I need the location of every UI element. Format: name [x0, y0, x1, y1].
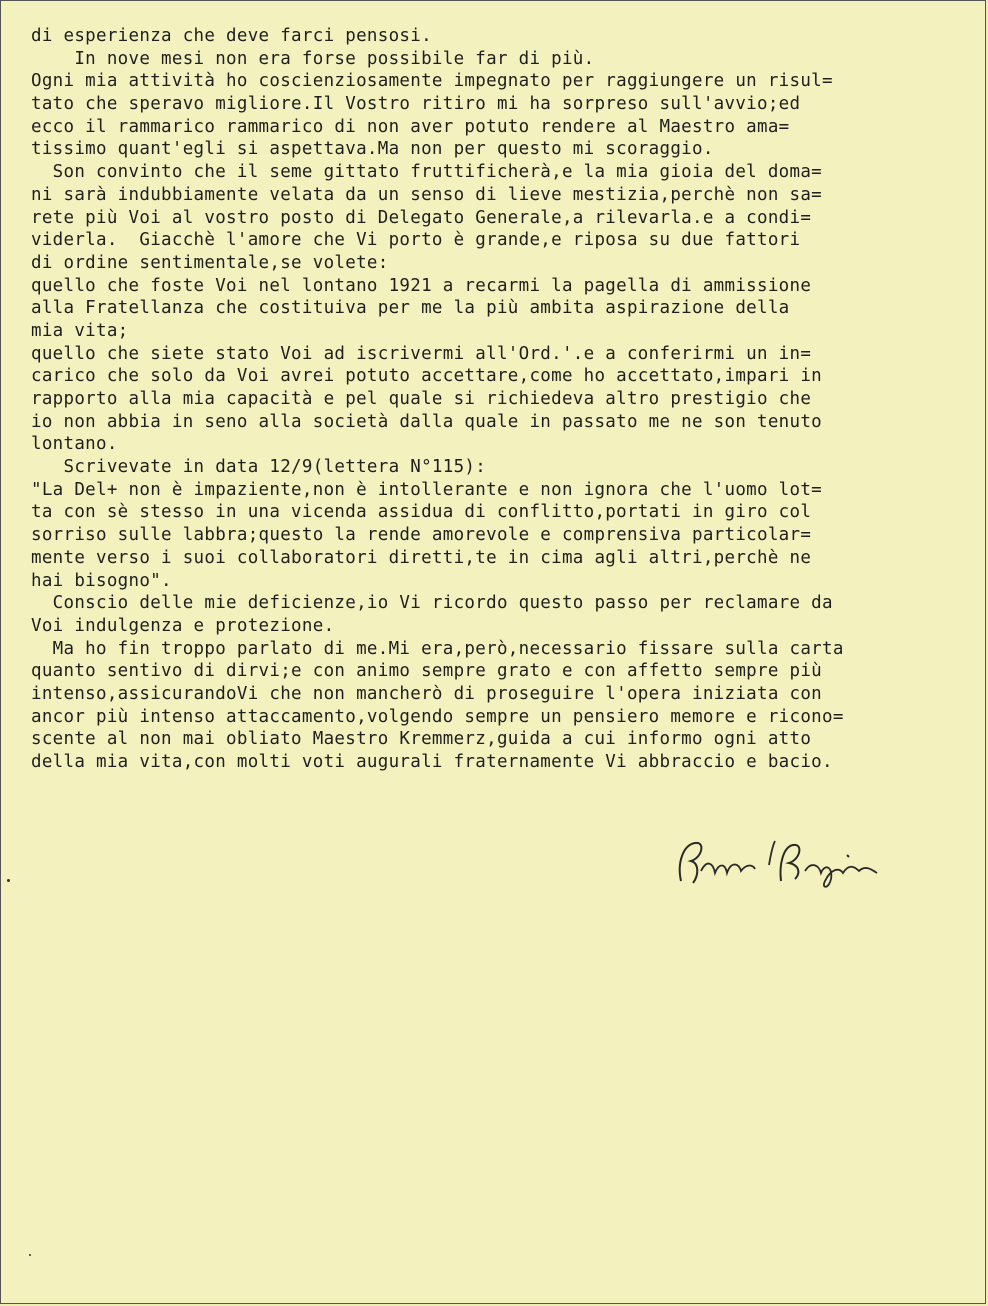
letter-line: rapporto alla mia capacità e pel quale si richiedeva altro prestigio che — [31, 389, 812, 409]
letter-line: di esperienza che deve farci pensosi. — [31, 26, 432, 46]
letter-line: Ogni mia attività ho coscienziosamente impegnato per raggiungere un risul= — [31, 71, 833, 92]
letter-line: ecco il rammarico rammarico di non aver potuto rendere al Maestro ama= — [31, 116, 790, 137]
letter-line: scente al non mai obliato Maestro Kremmerz,guida a cui informo ogni atto — [31, 729, 812, 750]
letter-line: io non abbia in seno alla società dalla quale in passato me ne son tenuto — [31, 411, 823, 432]
letter-line: Conscio delle mie deficienze,io Vi ricordo questo passo per reclamare da — [31, 593, 833, 614]
letter-line: carico che solo da Voi avrei potuto accettare,come ho accettato,impari in — [31, 366, 823, 387]
letter-line: mente verso i suoi collaboratori diretti,te in cima agli altri,perchè ne — [31, 547, 812, 568]
letter-line: di ordine sentimentale,se volete: — [31, 252, 389, 273]
letter-line: ancor più intenso attaccamento,volgendo sempre un pensiero memore e ricono= — [31, 706, 844, 727]
letter-line: viderla. Giacchè l'amore che Vi porto è grande,e riposa su due fattori — [31, 230, 801, 251]
letter-line: quanto sentivo di dirvi;e con animo sempre grato e con affetto sempre più — [31, 661, 823, 682]
paper-speck — [29, 1254, 31, 1256]
letter-line: Son convinto che il seme gittato fruttificherà,e la mia gioia del doma= — [31, 162, 823, 183]
letter-line: hai bisogno". — [31, 570, 172, 591]
letter-line: intenso,assicurandoVi che non mancherò di proseguire l'opera iniziata con — [31, 683, 823, 704]
letter-line: Ma ho fin troppo parlato di me.Mi era,però,necessario fissare sulla carta — [31, 638, 844, 659]
letter-line: lontano. — [31, 434, 118, 455]
letter-line: Voi indulgenza e protezione. — [31, 615, 335, 636]
letter-line: "La Del+ non è impaziente,non è intollerante e non ignora che l'uomo lot= — [31, 479, 823, 500]
letter-line: tato che speravo migliore.Il Vostro ritiro mi ha sorpreso sull'avvio;ed — [31, 94, 801, 115]
letter-line: rete più Voi al vostro posto di Delegato Generale,a rilevarla.e a condi= — [31, 207, 812, 228]
letter-body — [31, 25, 966, 774]
letter-line: Scrivevate in data 12/9(lettera N°115): — [31, 457, 487, 478]
letter-line: quello che foste Voi nel lontano 1921 a recarmi la pagella di ammissione — [31, 275, 812, 296]
letter-line: alla Fratellanza che costituiva per me la più ambita aspirazione della — [31, 298, 790, 319]
letter-line: della mia vita,con molti voti augurali fraternamente Vi abbraccio e bacio. — [31, 752, 833, 772]
letter-line: ta con sè stesso in una vicenda assidua di conflitto,portati in giro col — [31, 502, 812, 523]
letter-line: mia vita; — [31, 320, 129, 341]
handwritten-signature — [669, 823, 899, 903]
letter-line: ni sarà indubbiamente velata da un senso di lieve mestizia,perchè non sa= — [31, 184, 823, 205]
letter-line: In nove mesi non era forse possibile far di più. — [31, 48, 595, 69]
letter-line: sorriso sulle labbra;questo la rende amorevole e comprensiva particolar= — [31, 525, 812, 546]
paper-speck — [7, 879, 10, 882]
letter-line: tissimo quant'egli si aspettava.Ma non per questo mi scoraggio. — [31, 139, 714, 160]
letter-line: quello che siete stato Voi ad iscrivermi all'Ord.'.e a conferirmi un in= — [31, 343, 812, 364]
